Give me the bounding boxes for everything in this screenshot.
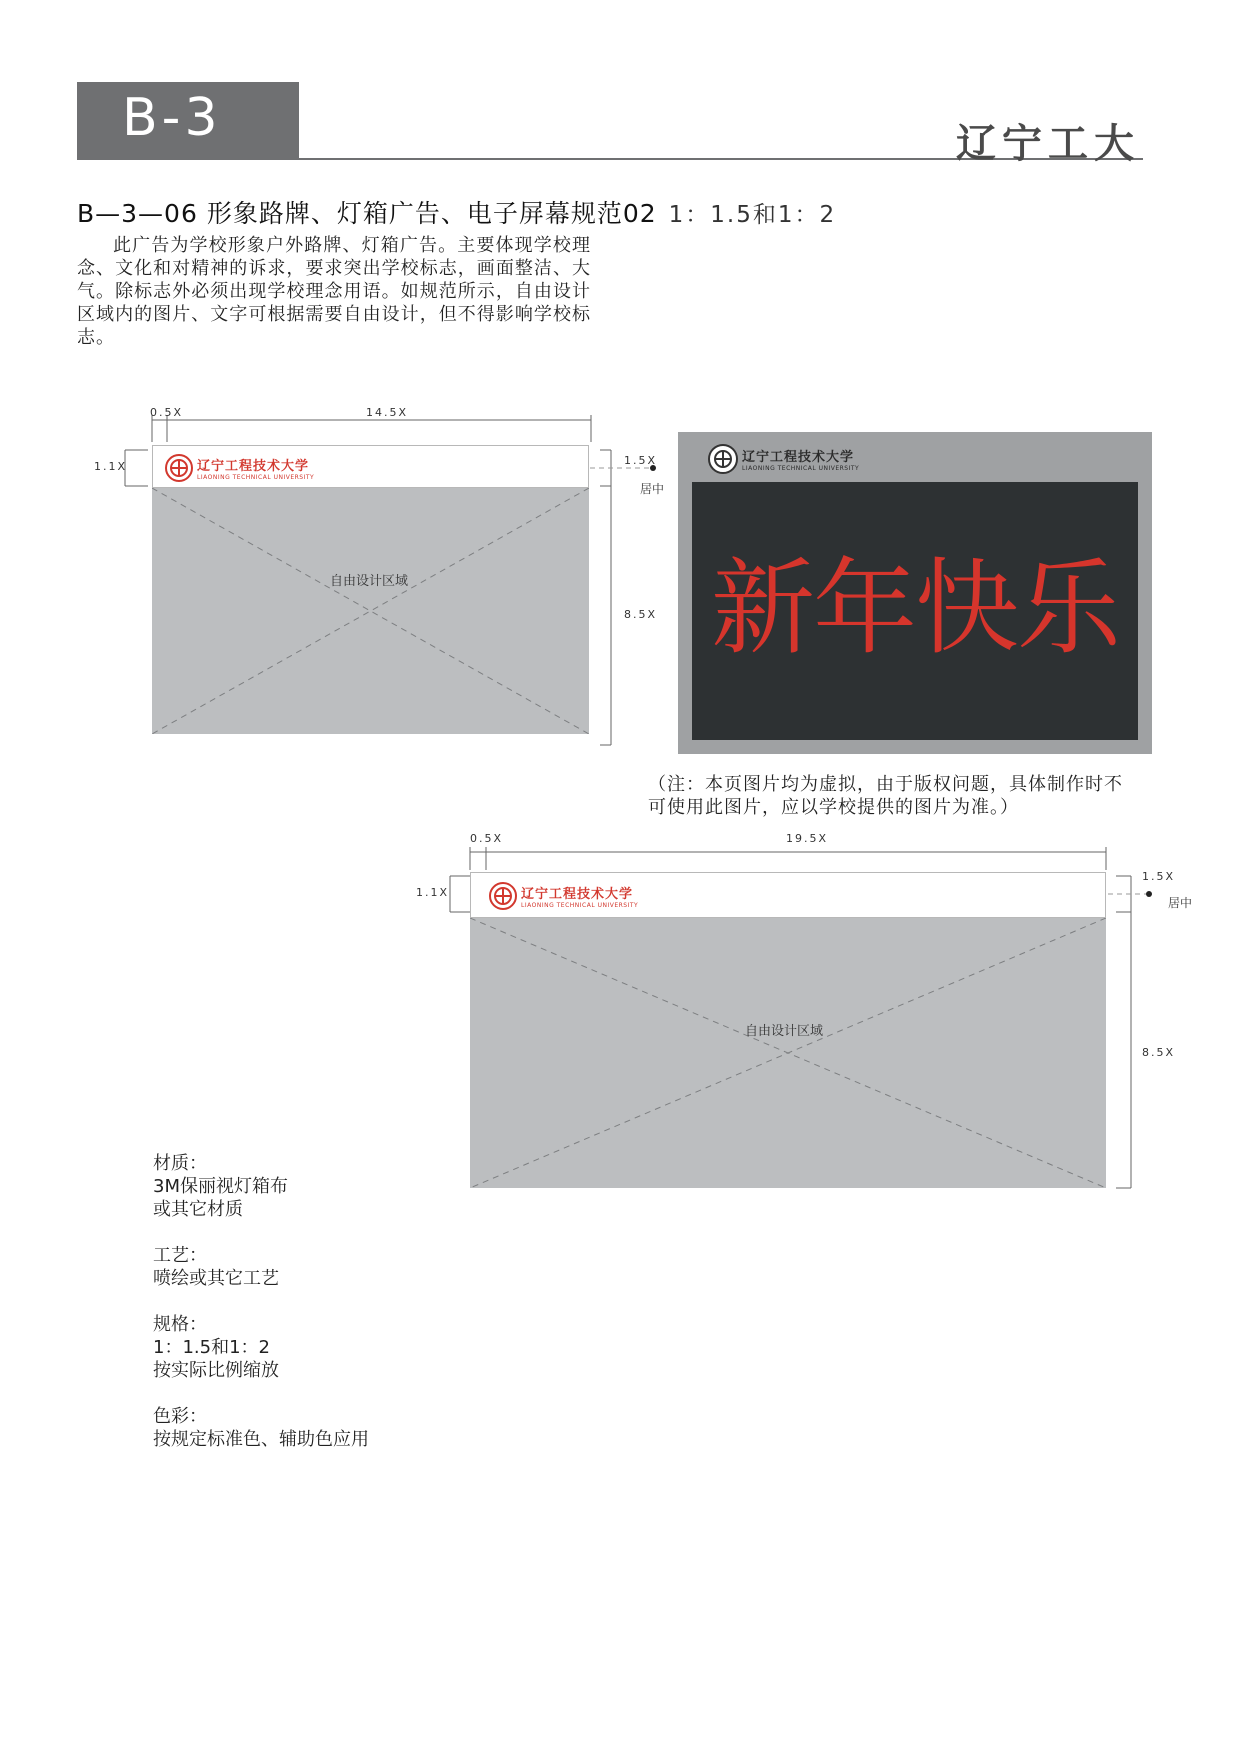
logo-name: 辽宁工程技术大学 [521,887,634,902]
design-area-label: 自由设计区域 [745,1024,824,1039]
university-emblem-icon [708,444,738,474]
screen-logo-subtitle: LIAONING TECHNICAL UNIVERSITY [742,465,860,472]
university-logo [489,882,638,910]
spec-value: 3M保丽视灯箱布 [153,1176,288,1197]
dim-margin-label: 0.5X [470,832,504,845]
spec-label: 工艺： [153,1245,207,1266]
university-emblem-icon [489,882,517,910]
spec-value: 或其它材质 [153,1199,243,1220]
dim-head-right-label: 1.5X [1142,870,1176,883]
university-logo [165,454,314,482]
dim-width-label: 19.5X [786,832,829,845]
logo-subtitle: LIAONING TECHNICAL UNIVERSITY [197,474,315,481]
logo-name: 辽宁工程技术大学 [197,459,310,474]
specifications [153,1152,473,1474]
screen-university-logo [708,444,859,474]
dim-head-left-label: 1.1X [416,886,450,899]
dim-body-label: 8.5X [1142,1046,1176,1059]
dim-width-label: 14.5X [366,406,409,419]
spec-value: 按实际比例缩放 [153,1360,279,1381]
page-title [77,194,836,230]
page-title-main: B—3—06 形象路牌、灯箱广告、电子屏幕规范02 [77,199,657,228]
dim-body-label: 8.5X [624,608,658,621]
lightbox-small-design-area [152,488,589,734]
centered-label: 居中 [1168,896,1193,910]
centered-label: 居中 [640,482,665,496]
copyright-note: （注：本页图片均为虚拟，由于版权问题，具体制作时不可使用此图片，应以学校提供的图片为准。） [648,774,1123,818]
design-area-label: 自由设计区域 [330,574,409,589]
dim-margin-label: 0.5X [150,406,184,419]
spec-material [153,1152,473,1221]
screen-logo-name: 辽宁工程技术大学 [742,450,855,465]
spec-value: 按规定标准色、辅助色应用 [153,1429,369,1450]
brand-logo-text: 辽宁工大 [956,120,1140,167]
spec-color [153,1405,473,1451]
logo-subtitle: LIAONING TECHNICAL UNIVERSITY [521,902,639,909]
lightbox-large-design-area [470,918,1106,1188]
spec-size [153,1313,473,1382]
lightbox-large-header [470,872,1106,918]
spec-label: 材质： [153,1153,207,1174]
dim-head-right-label: 1.5X [624,454,658,467]
spec-process [153,1244,473,1290]
university-emblem-icon [165,454,193,482]
page-title-ratio: 1：1.5和1：2 [668,202,837,228]
screen-message: 新年快乐 [710,547,1119,669]
section-code: B-3 [122,88,222,148]
spec-value: 1：1.5和1：2 [153,1337,270,1358]
spec-label: 规格： [153,1314,207,1335]
spec-value: 喷绘或其它工艺 [153,1268,279,1289]
spec-label: 色彩： [153,1406,207,1427]
intro-paragraph: 此广告为学校形象户外路牌、灯箱广告。主要体现学校理念、文化和对精神的诉求，要求突出学校标志，画面整洁、大气。除标志外必须出现学校理念用语。如规范所示，自由设计区域内的图片、文字可根据需要自由设计，但不得影响学校标志。 [77,235,591,348]
lightbox-small-header [152,445,589,488]
dim-head-left-label: 1.1X [94,460,128,473]
